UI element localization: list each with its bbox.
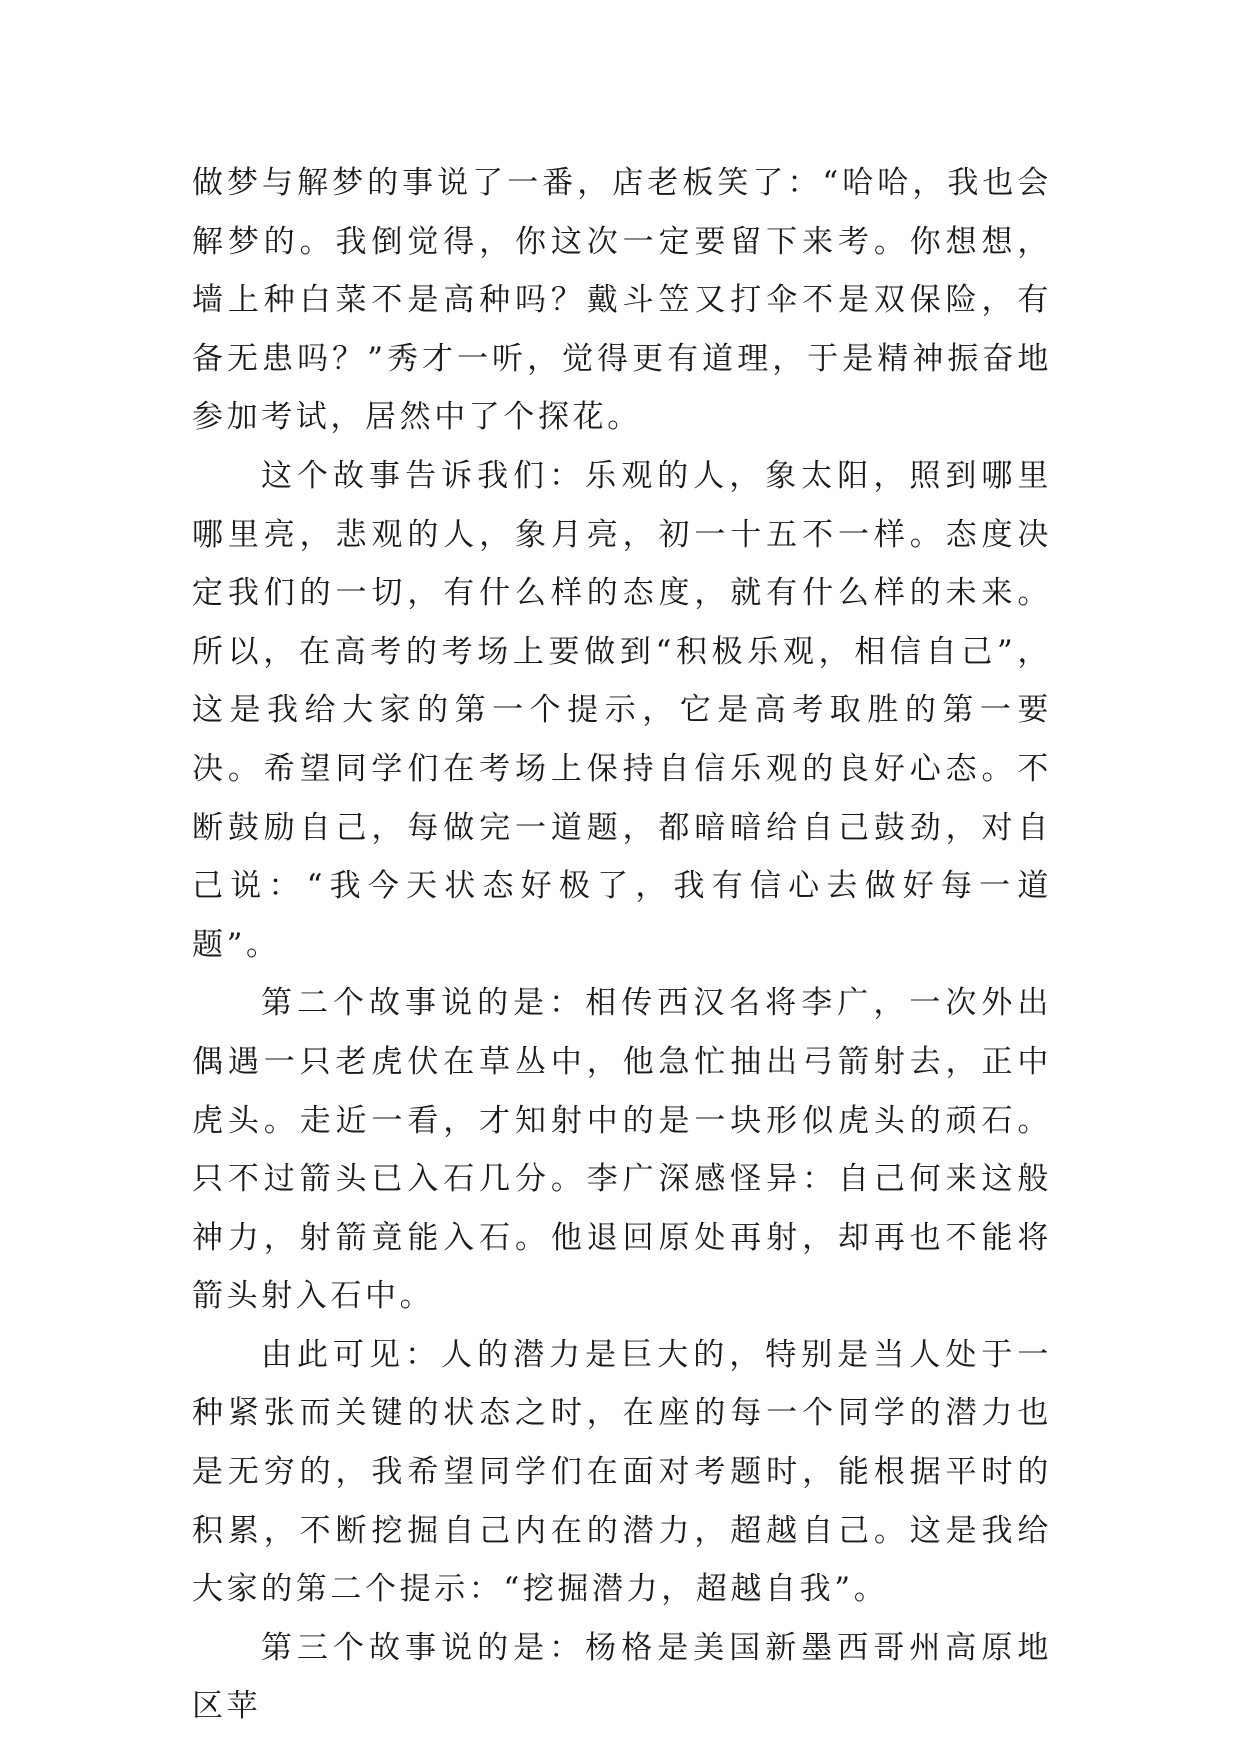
paragraph-4: 由此可见：人的潜力是巨大的，特别是当人处于一种紧张而关键的状态之时，在座的每一个同学的潜力也是无穷的，我希望同学们在面对考题时，能根据平时的积累，不断挖掘自己内在的潜力，超越自己。这是我给大家的第二个提示：“挖掘潜力，超越自我”。 [192, 1336, 1052, 1608]
document-body [192, 154, 1052, 1736]
paragraph-1: 做梦与解梦的事说了一番，店老板笑了：“哈哈，我也会解梦的。我倒觉得，你这次一定要留下来考。你想想，墙上种白菜不是高种吗？戴斗笠又打伞不是双保险，有备无患吗？”秀才一听，觉得更有道理，于是精神振奋地参加考试，居然中了个探花。 [192, 165, 1052, 436]
paragraph-2: 这个故事告诉我们：乐观的人，象太阳，照到哪里哪里亮，悲观的人，象月亮，初一十五不一样。态度决定我们的一切，有什么样的态度，就有什么样的未来。所以，在高考的考场上要做到“积极乐观，相信自己”，这是我给大家的第一个提示，它是高考取胜的第一要决。希望同学们在考场上保持自信乐观的良好心态。不断鼓励自己，每做完一道题，都暗暗给自己鼓劲，对自己说：“我今天状态好极了，我有信心去做好每一道题”。 [192, 457, 1052, 963]
paragraph-3: 第二个故事说的是：相传西汉名将李广，一次外出偶遇一只老虎伏在草丛中，他急忙抽出弓箭射去，正中虎头。走近一看，才知射中的是一块形似虎头的顽石。只不过箭头已入石几分。李广深感怪异：自己何来这般神力，射箭竟能入石。他退回原处再射，却再也不能将箭头射入石中。 [192, 985, 1052, 1315]
paragraph-5: 第三个故事说的是：杨格是美国新墨西哥州高原地区苹 [192, 1629, 1052, 1725]
